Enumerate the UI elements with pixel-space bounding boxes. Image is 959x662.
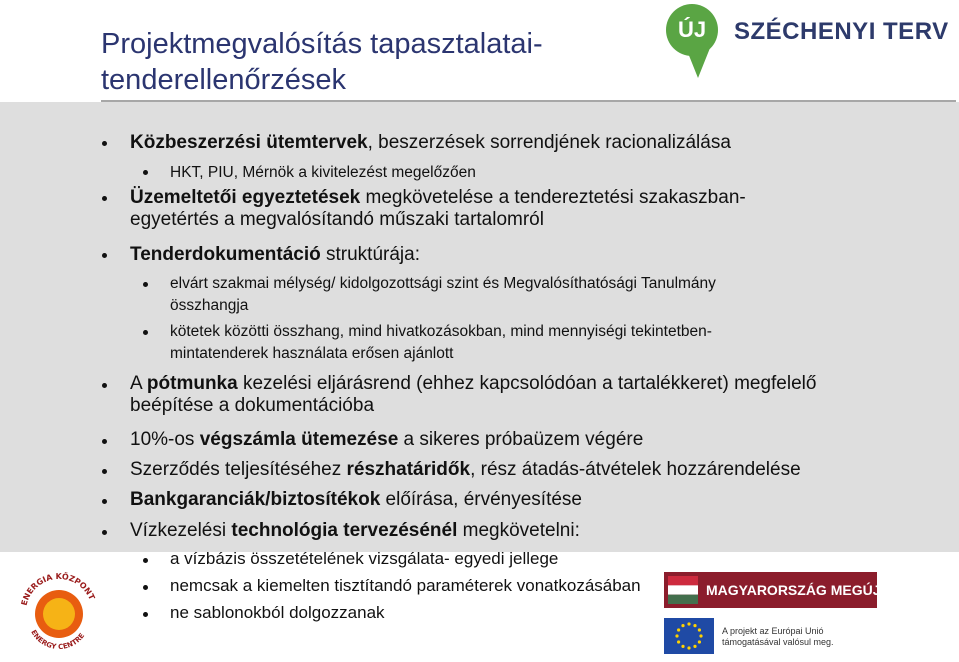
magyarorszag-megujul-banner: MAGYARORSZÁG MEGÚJUL xyxy=(664,572,877,608)
item-text: A xyxy=(130,373,147,394)
item-text: megkövetelése a tendereztetési szakaszban- xyxy=(360,187,746,208)
bullet-dot xyxy=(102,499,107,504)
eu-text-line2: támogatásával valósul meg. xyxy=(722,637,834,647)
list-item xyxy=(130,489,582,511)
item-bold: végszámla ütemezése xyxy=(199,429,399,450)
item-text: struktúrája: xyxy=(320,244,420,265)
energia-kozpont-logo xyxy=(18,556,100,656)
item-bold: részhatáridők xyxy=(346,459,471,480)
bullet-dot xyxy=(102,141,107,146)
title-divider xyxy=(101,100,956,102)
list-item: ne sablonokból dolgozzanak xyxy=(170,603,385,622)
item-bold: Bankgaranciák/biztosítékok xyxy=(130,489,381,510)
list-item xyxy=(130,187,746,231)
list-item xyxy=(130,520,580,542)
list-item: HKT, PIU, Mérnök a kivitelezést megelőzően xyxy=(170,164,476,181)
item-text: 10%-os xyxy=(130,429,200,450)
eu-support-text xyxy=(722,626,882,648)
item-bold: pótmunka xyxy=(146,373,238,394)
list-item xyxy=(170,321,712,365)
list-item xyxy=(130,459,801,481)
page-title-line1: Projektmegvalósítás tapasztalatai- xyxy=(101,28,543,60)
page-title xyxy=(101,26,661,98)
page-title-line2: tenderellenőrzések xyxy=(101,64,347,96)
item-text-line2: egyetértés a megvalósítandó műszaki tartalomról xyxy=(130,209,544,230)
item-bold: technológia tervezésénél xyxy=(231,520,458,541)
bullet-dot xyxy=(143,170,148,175)
bullet-dot xyxy=(143,585,148,590)
list-item xyxy=(130,429,643,451)
bullet-dot xyxy=(102,530,107,535)
list-item: nemcsak a kiemelten tisztítandó paraméterek vonatkozásában xyxy=(170,576,641,595)
bullet-dot xyxy=(102,196,107,201)
szechenyi-terv-logo xyxy=(666,4,949,82)
item-text: kötetek közötti összhang, mind hivatkozásokban, mind mennyiségi tekintetben- xyxy=(170,323,712,340)
list-item: a vízbázis összetételének vizsgálata- egyedi jellege xyxy=(170,549,559,568)
item-text-line2: összhangja xyxy=(170,297,249,314)
bullet-dot xyxy=(143,558,148,563)
sun-core-icon xyxy=(43,598,75,630)
item-text: előírása, érvényesítése xyxy=(380,489,582,510)
item-bold: Közbeszerzési ütemtervek xyxy=(130,132,368,153)
item-text-line2: mintatenderek használata erősen ajánlott xyxy=(170,345,454,362)
bullet-dot xyxy=(102,439,107,444)
item-bold: Tenderdokumentáció xyxy=(130,244,321,265)
item-text: megkövetelni: xyxy=(457,520,580,541)
item-text: Szerződés teljesítéséhez xyxy=(130,459,347,480)
bullet-dot xyxy=(102,253,107,258)
eu-text-line1: A projekt az Európai Unió xyxy=(722,626,824,636)
item-text: kezelési eljárásrend (ehhez kapcsolódóan a tartalékkeret) megfelelő xyxy=(237,373,817,394)
item-text: a sikeres próbaüzem végére xyxy=(398,429,644,450)
bullet-dot xyxy=(143,282,148,287)
item-text: elvárt szakmai mélység/ kidolgozottsági szint és Megvalósíthatósági Tanulmány xyxy=(170,275,716,292)
energia-arc-top: ENERGIA KÖZPONT xyxy=(19,571,97,607)
energia-arc-bottom: ENERGY CENTRE xyxy=(29,628,87,652)
item-text: Vízkezelési xyxy=(130,520,232,541)
bullet-dot xyxy=(102,383,107,388)
eu-flag-icon xyxy=(664,618,714,654)
item-bold: Üzemeltetői egyeztetések xyxy=(130,187,361,208)
bullet-dot xyxy=(143,612,148,617)
logo-uj-mark: ÚJ xyxy=(666,4,718,56)
list-item xyxy=(130,244,420,266)
item-text: , beszerzések sorrendjének racionalizálása xyxy=(367,132,731,153)
bullet-dot xyxy=(102,469,107,474)
list-item xyxy=(170,273,716,317)
item-text: , rész átadás-átvételek hozzárendelése xyxy=(470,459,801,480)
list-item xyxy=(130,373,816,417)
list-item xyxy=(130,132,731,154)
bullet-dot xyxy=(143,330,148,335)
hungarian-flag-icon xyxy=(668,576,698,604)
item-text-line2: beépítése a dokumentációba xyxy=(130,395,375,416)
logo-text: SZÉCHENYI TERV xyxy=(734,18,949,45)
